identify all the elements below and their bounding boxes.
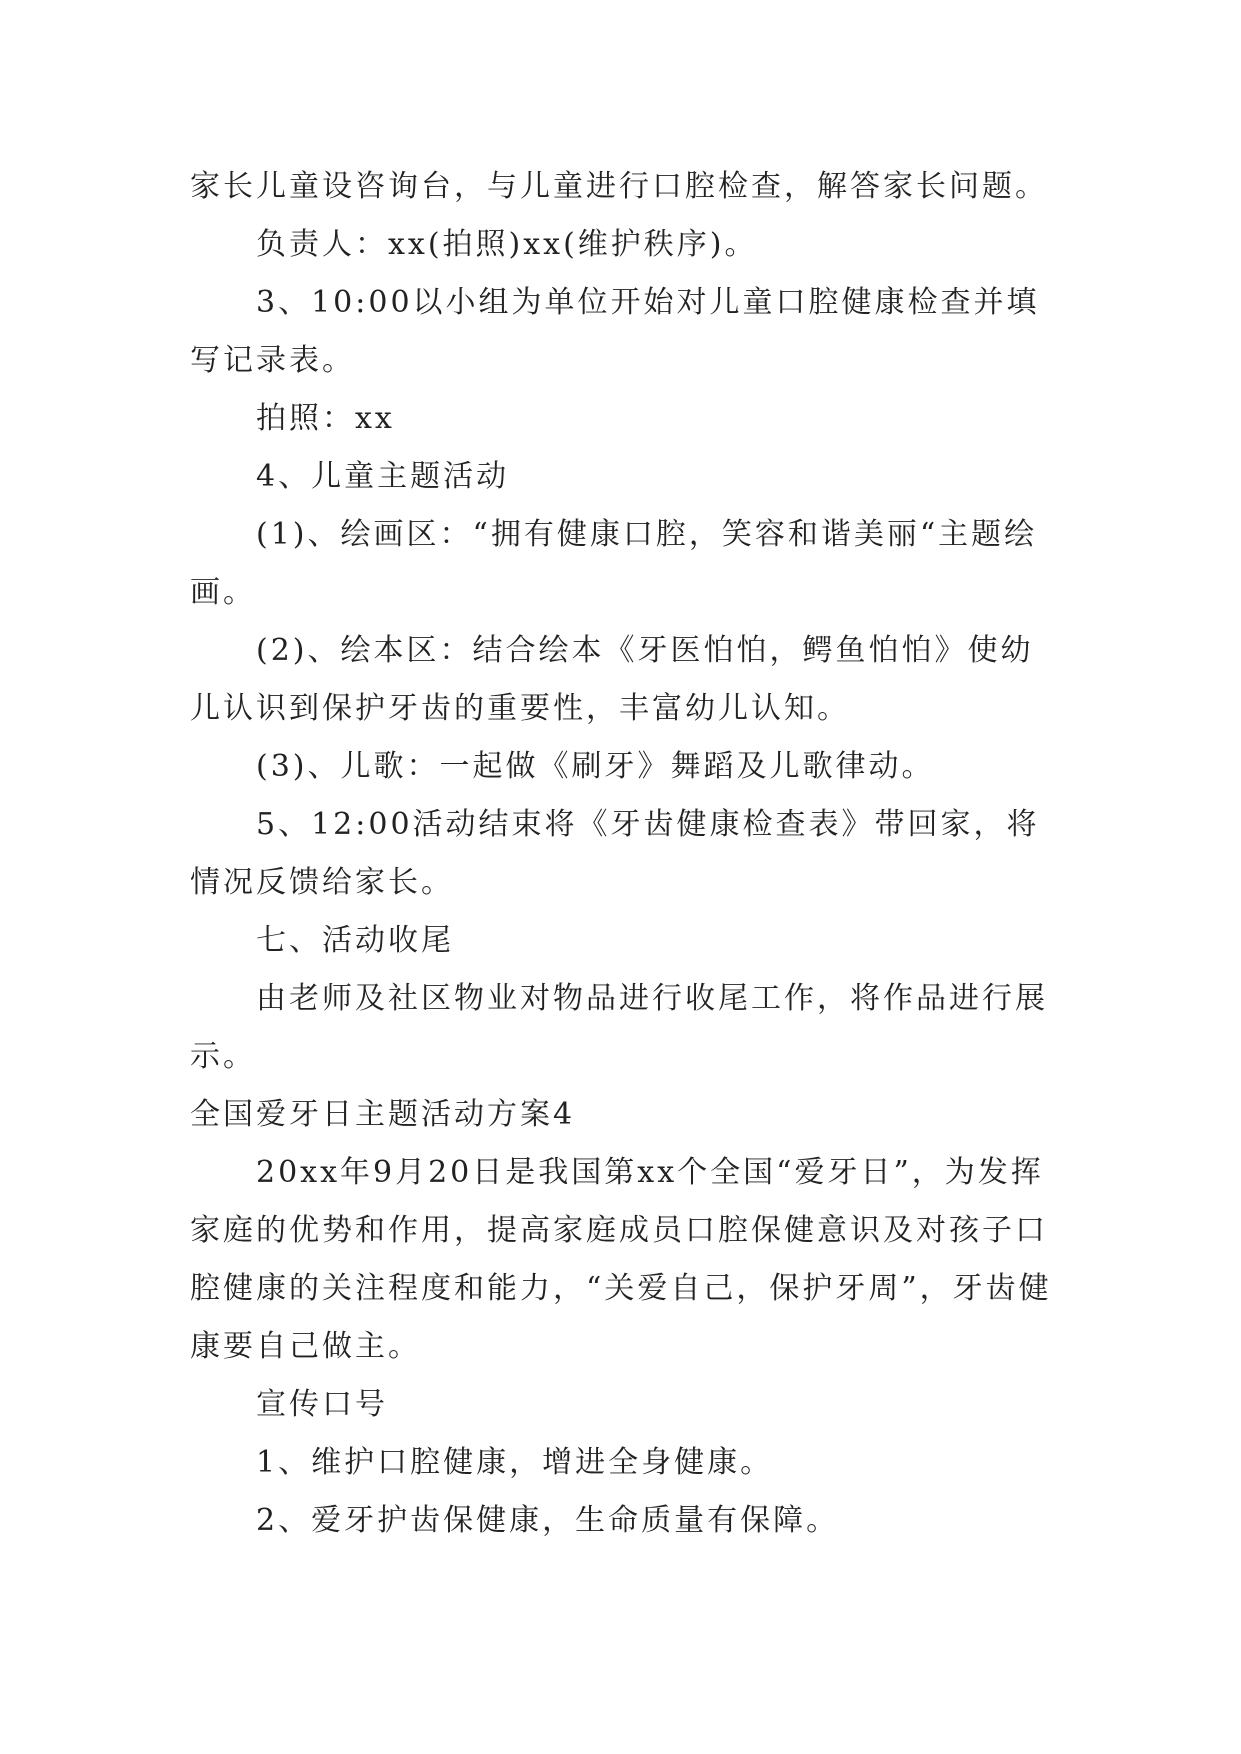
- paragraph-responsible-person: 负责人：xx(拍照)xx(维护秩序)。: [256, 227, 758, 262]
- paragraph-drawing-area: (1)、绘画区：“拥有健康口腔，笑容和谐美丽“主题绘画。: [190, 517, 1038, 610]
- document-title-plan-4: 全国爱牙日主题活动方案4: [190, 1097, 576, 1132]
- paragraph-consult-desk: 家长儿童设咨询台，与儿童进行口腔检查，解答家长问题。: [190, 169, 1048, 204]
- paragraph-step-5: 5、12:00活动结束将《牙齿健康检查表》带回家，将情况反馈给家长。: [190, 807, 1040, 900]
- slogan-item-1: 1、维护口腔健康，增进全身健康。: [256, 1445, 774, 1480]
- paragraph-photo: 拍照：xx: [256, 401, 395, 436]
- document-body: [190, 158, 1060, 1550]
- paragraph-intro: 20xx年9月20日是我国第xx个全国“爱牙日”，为发挥家庭的优势和作用，提高家庭成员口腔保健意识及对孩子口腔健康的关注程度和能力，“关爱自己，保护牙周”，牙齿健康要自己做主。: [190, 1155, 1052, 1364]
- section-heading-slogans: 宣传口号: [256, 1387, 388, 1422]
- paragraph-step-4: 4、儿童主题活动: [256, 459, 510, 494]
- slogan-item-2: 2、爱牙护齿保健康，生命质量有保障。: [256, 1503, 840, 1538]
- paragraph-picture-book-area: (2)、绘本区：结合绘本《牙医怕怕，鳄鱼怕怕》使幼儿认识到保护牙齿的重要性，丰富幼儿认知。: [190, 633, 1034, 726]
- paragraph-wrap-up: 由老师及社区物业对物品进行收尾工作，将作品进行展示。: [190, 981, 1048, 1074]
- paragraph-step-3: 3、10:00以小组为单位开始对儿童口腔健康检查并填写记录表。: [190, 285, 1040, 378]
- section-heading-wrap-up: 七、活动收尾: [256, 923, 454, 958]
- paragraph-nursery-rhyme: (3)、儿歌：一起做《刷牙》舞蹈及儿歌律动。: [256, 749, 935, 784]
